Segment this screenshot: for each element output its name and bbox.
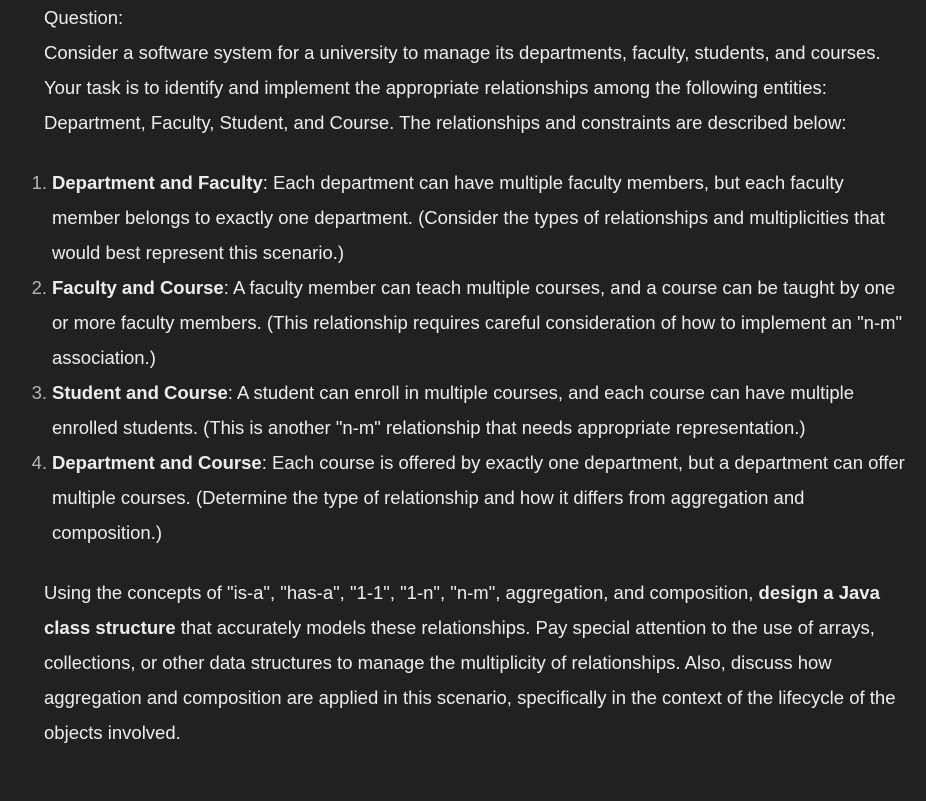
question-closing: [44, 575, 916, 750]
requirement-item: [31, 375, 916, 445]
question-heading: Question:: [44, 7, 124, 28]
closing-text-after: that accurately models these relationships. Pay special attention to the use of arrays, collections, or other data structures to manage the multiplicity of relationships. Also, discuss how aggregation and composition are applied in this scenario, specifically in the context of the lifecycle of the objects involved.: [44, 617, 896, 743]
requirement-title: Faculty and Course: [52, 277, 224, 298]
requirement-number: 1.: [31, 172, 47, 193]
requirement-title: Department and Faculty: [52, 172, 263, 193]
requirement-number: 3.: [31, 382, 47, 403]
requirement-text: : Each department can have multiple faculty members, but each faculty member belongs to exactly one department. (Consider the types of relationships and multiplicities that would best represent this scenario.): [52, 172, 885, 263]
question-content: [31, 0, 916, 750]
closing-text-before: Using the concepts of "is-a", "has-a", "1-1", "1-n", "n-m", aggregation, and composition,: [44, 582, 759, 603]
requirement-title: Student and Course: [52, 382, 228, 403]
closing-emphasis: design a Java class structure: [44, 582, 880, 638]
requirement-title: Department and Course: [52, 452, 262, 473]
requirement-item: [31, 445, 916, 550]
question-intro: Consider a software system for a university to manage its departments, faculty, students, and courses. Your task is to identify and implement the appropriate relationships among the following entities: Department, Faculty, Student, and Course. The relationships and constraints are described below:: [44, 42, 881, 133]
requirement-item: [31, 270, 916, 375]
requirement-number: 4.: [31, 452, 47, 473]
requirement-item: [31, 165, 916, 270]
requirements-list: [31, 165, 916, 550]
requirement-text: : Each course is offered by exactly one department, but a department can offer multiple courses. (Determine the type of relationship and how it differs from aggregation and composition.): [52, 452, 905, 543]
requirement-number: 2.: [31, 277, 47, 298]
requirement-text: : A faculty member can teach multiple courses, and a course can be taught by one or more faculty members. (This relationship requires careful consideration of how to implement an "n-m" association.): [52, 277, 903, 368]
requirement-text: : A student can enroll in multiple courses, and each course can have multiple enrolled students. (This is another "n-m" relationship that needs appropriate representation.): [52, 382, 855, 438]
